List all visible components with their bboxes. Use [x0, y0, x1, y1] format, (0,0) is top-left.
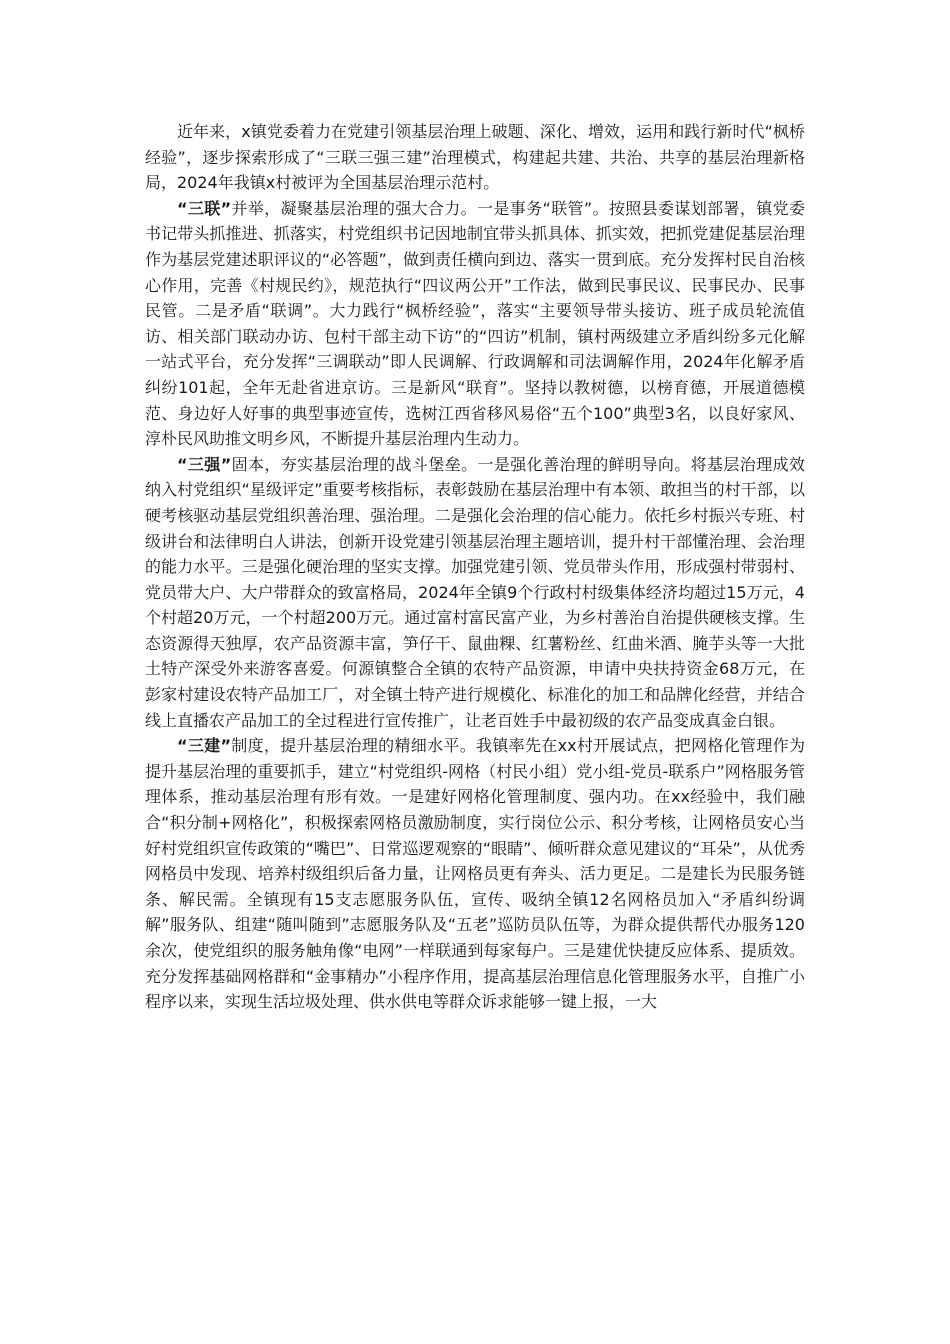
paragraph-san-qiang	[145, 452, 805, 734]
paragraph-intro	[145, 119, 805, 196]
paragraph-san-jian	[145, 733, 805, 1015]
paragraph-lead: “三联”	[177, 198, 232, 218]
paragraph-text: 并举，凝聚基层治理的强大合力。一是事务“联管”。按照县委谋划部署，镇党委书记带头抓推进、抓落实，村党组织书记因地制宜带头抓具体、抓实效，把抓党建促基层治理作为基层党建述职评议的“必答题”，做到责任横向到边、落实一贯到底。充分发挥村民自治核心作用，完善《村规民约》，规范执行“四议两公开”工作法，做到民事民议、民事民办、民事民管。二是矛盾“联调”。大力践行“枫桥经验”，落实“主要领导带头接访、班子成员轮流值访、相关部门联动办访、包村干部主动下访”的“四访”机制，镇村两级建立矛盾纠纷多元化解一站式平台，充分发挥“三调联动”即人民调解、行政调解和司法调解作用，2024年化解矛盾纠纷101起，全年无赴省进京访。三是新风“联育”。坚持以教树德，以榜育德，开展道德模范、身边好人好事的典型事迹宣传，选树江西省移风易俗“五个100”典型3名，以良好家风、淳朴民风助推文明乡风，不断提升基层治理内生动力。	[145, 198, 805, 449]
paragraph-san-lian	[145, 196, 805, 452]
paragraph-text: 近年来，x镇党委着力在党建引领基层治理上破题、深化、增效，运用和践行新时代“枫桥经验”，逐步探索形成了“三联三强三建”治理模式，构建起共建、共治、共享的基层治理新格局，2024年我镇x村被评为全国基层治理示范村。	[145, 122, 805, 193]
paragraph-text: 制度，提升基层治理的精细水平。我镇率先在xx村开展试点，把网格化管理作为提升基层治理的重要抓手，建立“村党组织-网格（村民小组）党小组-党员-联系户”网格服务管理体系，推动基层治理有形有效。一是建好网格化管理制度、强内功。在xx经验中，我们融合“积分制+网格化”，积极探索网格员激励制度，实行岗位公示、积分考核，让网格员安心当好村党组织宣传政策的“嘴巴”、日常巡逻观察的“眼睛”、倾听群众意见建议的“耳朵”，从优秀网格员中发现、培养村级组织后备力量，让网格员更有奔头、活力更足。二是建长为民服务链条、解民需。全镇现有15支志愿服务队伍，宣传、吸纳全镇12名网格员加入“矛盾纠纷调解”服务队、组建“随叫随到”志愿服务队及“五老”巡防员队伍等，为群众提供帮代办服务120余次，使党组织的服务触角像“电网”一样联通到每家每户。三是建优快捷反应体系、提质效。充分发挥基础网格群和“金事精办”小程序作用，提高基层治理信息化管理服务水平，自推广小程序以来，实现生活垃圾处理、供水供电等群众诉求能够一键上报，一大	[145, 736, 805, 1012]
paragraph-lead: “三建”	[177, 736, 231, 756]
paragraph-lead: “三强”	[177, 454, 232, 474]
document-body	[145, 119, 805, 1015]
paragraph-text: 固本，夯实基层治理的战斗堡垒。一是强化善治理的鲜明导向。将基层治理成效纳入村党组织“星级评定”重要考核指标，表彰鼓励在基层治理中有本领、敢担当的村干部，以硬考核驱动基层党组织善治理、强治理。二是强化会治理的信心能力。依托乡村振兴专班、村级讲台和法律明白人讲法，创新开设党建引领基层治理主题培训，提升村干部懂治理、会治理的能力水平。三是强化硬治理的坚实支撑。加强党建引领、党员带头作用，形成强村带弱村、党员带大户、大户带群众的致富格局，2024年全镇9个行政村村级集体经济均超过15万元，4个村超20万元，一个村超200万元。通过富村富民富产业，为乡村善治自治提供硬核支撑。生态资源得天独厚，农产品资源丰富，笋仔干、鼠曲粿、红薯粉丝、红曲米酒、腌芋头等一大批土特产深受外来游客喜爱。何源镇整合全镇的农特产品资源，申请中央扶持资金68万元，在彭家村建设农特产品加工厂，对全镇土特产进行规模化、标准化的加工和品牌化经营，并结合线上直播农产品加工的全过程进行宣传推广，让老百姓手中最初级的农产品变成真金白银。	[145, 454, 805, 730]
